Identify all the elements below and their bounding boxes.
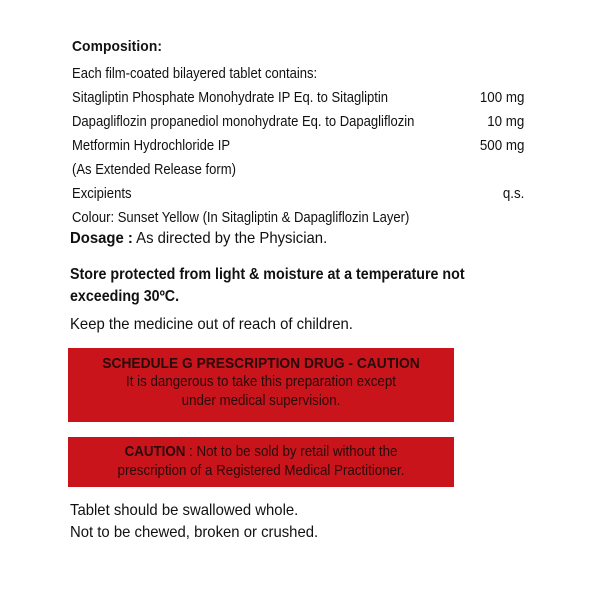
composition-item-qty: 10 mg — [486, 114, 524, 130]
keep-away-warning: Keep the medicine out of reach of children. — [70, 316, 353, 333]
composition-row — [72, 158, 524, 182]
composition-item-name: (As Extended Release form) — [72, 162, 236, 178]
caution-warning-box — [68, 437, 454, 487]
swallow-instructions — [70, 500, 318, 544]
caution-label: CAUTION — [124, 444, 186, 460]
composition-item-name: Excipients — [72, 186, 132, 202]
composition-item-name: Dapagliflozin propanediol monohydrate Eq. to Dapagliflozin — [72, 114, 415, 130]
dosage-text: As directed by the Physician. — [132, 230, 328, 247]
composition-item-qty: 100 mg — [479, 90, 524, 106]
composition-item-name: Colour: Sunset Yellow (In Sitagliptin & Dapagliflozin Layer) — [72, 210, 410, 226]
dosage-label: Dosage : — [70, 230, 133, 247]
caution-warning-line — [83, 443, 438, 462]
caution-warning-line: prescription of a Registered Medical Practitioner. — [117, 463, 405, 479]
storage-instructions — [70, 264, 475, 308]
schedule-warning-line: under medical supervision. — [181, 393, 341, 409]
schedule-g-warning-box — [68, 348, 454, 422]
composition-item-name: Sitagliptin Phosphate Monohydrate IP Eq. to Sitagliptin — [72, 90, 389, 106]
composition-row — [72, 86, 524, 110]
composition-item-qty: q.s. — [502, 186, 524, 202]
storage-line: Store protected from light & moisture at a temperature not — [70, 266, 465, 283]
composition-item-name: Metformin Hydrochloride IP — [72, 138, 231, 154]
composition-list — [72, 62, 524, 230]
composition-row — [72, 134, 524, 158]
composition-row — [72, 62, 524, 86]
composition-row — [72, 206, 524, 230]
composition-row — [72, 110, 524, 134]
composition-row — [72, 182, 524, 206]
composition-heading: Composition: — [72, 38, 163, 55]
schedule-warning-title: SCHEDULE G PRESCRIPTION DRUG - CAUTION — [102, 355, 420, 372]
storage-line: exceeding 30ºC. — [70, 288, 180, 305]
instruction-line: Tablet should be swallowed whole. — [70, 502, 299, 519]
composition-item-qty: 500 mg — [479, 138, 524, 154]
composition-item-name: Each film-coated bilayered tablet contains: — [72, 66, 318, 82]
dosage-line — [70, 230, 327, 248]
instruction-line: Not to be chewed, broken or crushed. — [70, 524, 319, 541]
caution-text: : Not to be sold by retail without the — [185, 444, 398, 460]
schedule-warning-line: It is dangerous to take this preparation except — [126, 374, 396, 390]
